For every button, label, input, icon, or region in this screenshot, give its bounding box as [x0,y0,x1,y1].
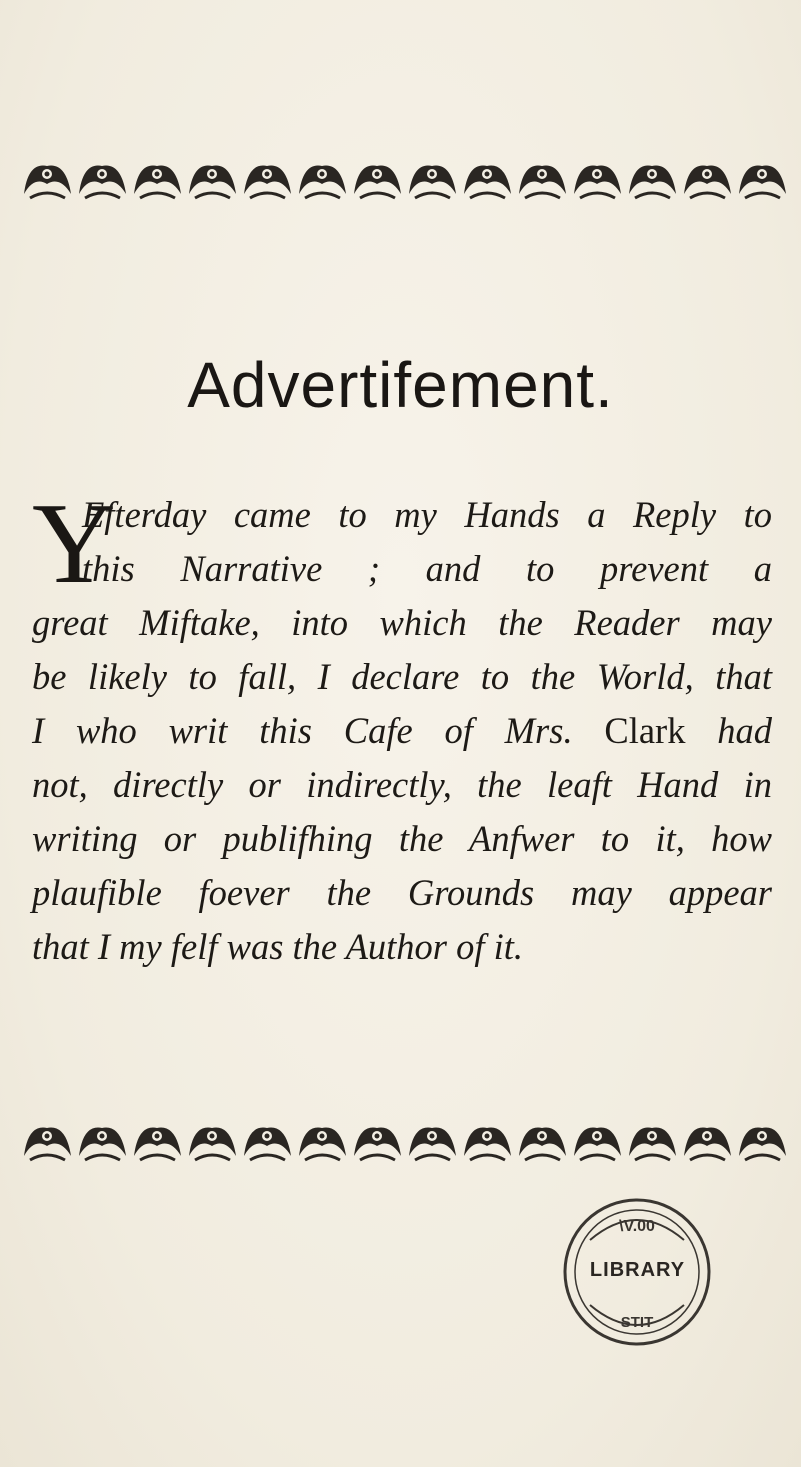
text-line [32,488,772,542]
text-line [32,866,772,920]
fleuron-icon [354,166,401,198]
library-stamp [560,1195,715,1350]
fleuron-icon [684,166,731,198]
fleuron-icon [354,1128,401,1160]
library-stamp-label: LIBRARY [589,1259,686,1281]
drop-cap: Y [32,480,116,608]
text-line [32,920,772,974]
advertisement-heading: Advertifement. [187,349,614,421]
fleuron-icon [739,166,786,198]
fleuron-icon [629,1128,676,1160]
top-ornament-band [20,154,790,204]
italic-text-run: Efterday came to my Hands a Reply to [82,494,772,535]
italic-text-run: not, directly or indirectly, the leaft Hand in [32,764,772,805]
fleuron-icon [24,1128,71,1160]
italic-text-run: that I my felf was the Author of it. [32,926,524,967]
text-line [32,704,772,758]
fleuron-icon [519,166,566,198]
fleuron-row-icon [20,1116,790,1166]
fleuron-icon [79,166,126,198]
italic-text-run: plaufible foever the Grounds may appear [32,872,772,913]
text-line [32,812,772,866]
fleuron-icon [574,166,621,198]
fleuron-icon [189,1128,236,1160]
fleuron-icon [189,166,236,198]
fleuron-icon [464,166,511,198]
fleuron-icon [134,1128,181,1160]
advertisement-body [32,480,772,974]
fleuron-icon [134,166,181,198]
fleuron-row-icon [20,154,790,204]
fleuron-icon [244,1128,291,1160]
italic-text-run: writing or publifhing the Anfwer to it, how [32,818,772,859]
bottom-ornament-band [20,1116,790,1166]
fleuron-icon [24,166,71,198]
fleuron-icon [299,1128,346,1160]
fleuron-icon [519,1128,566,1160]
roman-text-run: Clark [604,710,686,751]
fleuron-icon [574,1128,621,1160]
fleuron-icon [299,166,346,198]
italic-text-run: I who writ this Cafe of Mrs. [32,710,605,751]
italic-text-run: this Narrative ; and to prevent a [82,548,772,589]
fleuron-icon [409,166,456,198]
fleuron-icon [464,1128,511,1160]
svg-text:STIT: STIT [620,1314,654,1331]
fleuron-icon [629,166,676,198]
fleuron-icon [244,166,291,198]
fleuron-icon [79,1128,126,1160]
text-line [32,596,772,650]
fleuron-icon [739,1128,786,1160]
fleuron-icon [409,1128,456,1160]
text-line [32,758,772,812]
fleuron-icon [684,1128,731,1160]
italic-text-run: be likely to fall, I declare to the World, that [32,656,772,697]
text-line [32,542,772,596]
italic-text-run: great Miftake, into which the Reader may [32,602,772,643]
text-line [32,650,772,704]
svg-text:\V.00: \V.00 [619,1218,655,1235]
italic-text-run: had [685,710,772,751]
